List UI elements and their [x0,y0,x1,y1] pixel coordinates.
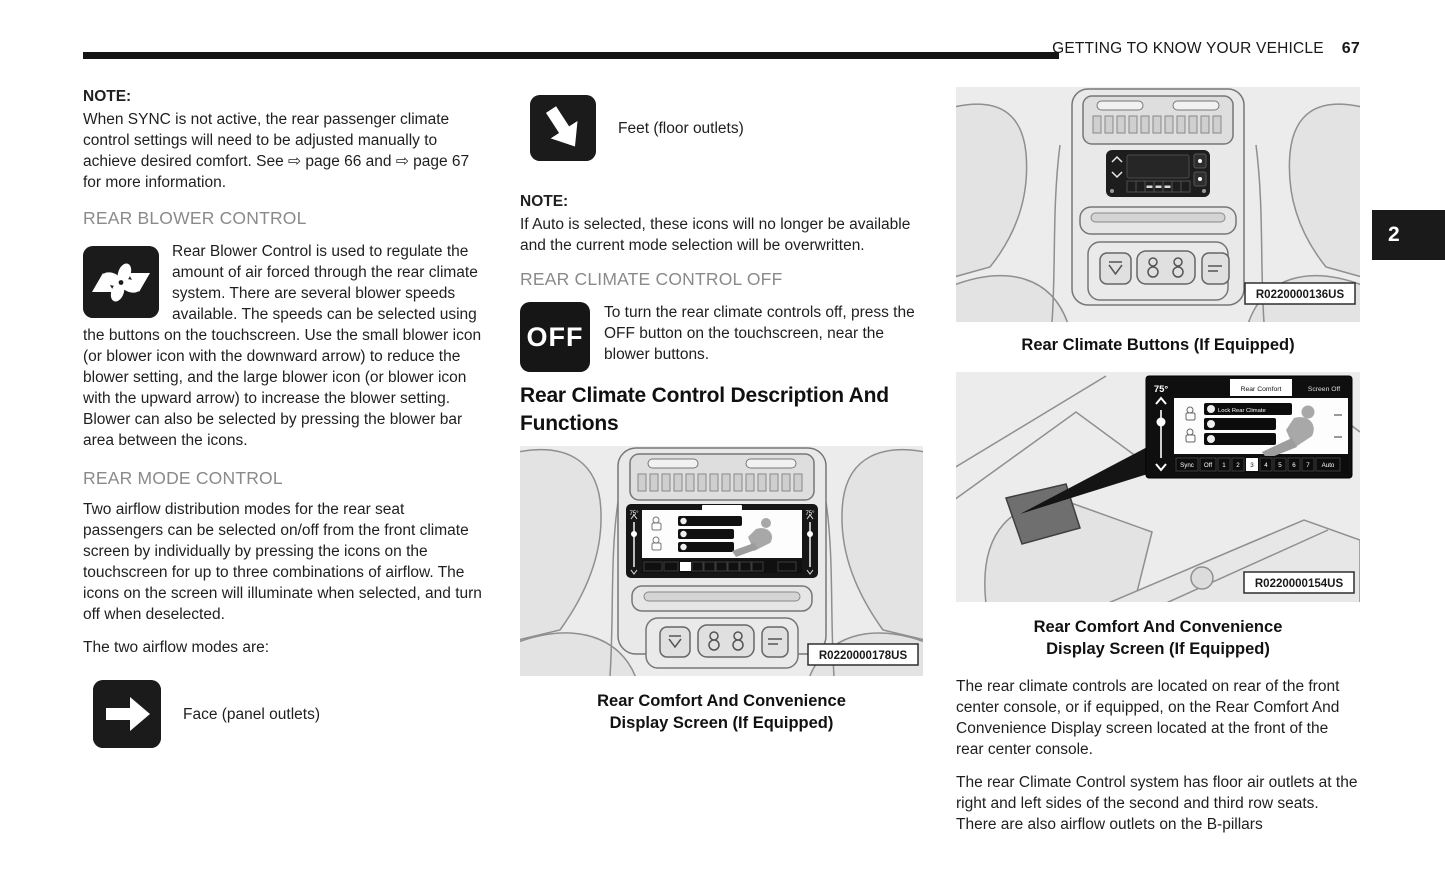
face-mode-row [83,680,486,748]
feet-label: Feet (floor outlets) [618,119,744,137]
svg-text:Auto: Auto [1321,462,1335,469]
note-text: When SYNC is not active, the rear passenger climate control settings will need to be adjusted manually to achieve desired comfort. See ⇨ page 66 and ⇨ page 67 for more information. [83,111,470,191]
figure-watermark [1244,572,1354,593]
svg-text:4: 4 [1264,462,1268,469]
caption-line2: Display Screen (If Equipped) [609,714,834,732]
svg-text:7: 7 [1306,462,1310,469]
panel-button-dashes [1147,186,1171,189]
climate-display [1127,155,1189,178]
lower-panel-buttons [1100,251,1229,284]
inset-touchscreen [1146,376,1352,478]
screen-bottom-bar [642,560,802,573]
section-title-rear-climate-description: Rear Climate Control Description And Functions [520,384,889,435]
console-drawing [618,448,826,668]
screen-off-label: Screen Off [1307,386,1341,393]
svg-text:Off: Off [1203,462,1213,469]
blower-control-icon [83,246,159,318]
note-text: If Auto is selected, these icons will no longer be available and the current mode selection will be overwritten. [520,216,911,254]
caption-line1: Rear Comfort And Convenience [1033,618,1283,636]
face-label: Face (panel outlets) [183,705,320,723]
section-heading-rear-blower-control: REAR BLOWER CONTROL [83,208,307,228]
middle-column [520,95,923,734]
figure-rear-comfort-cabin-drawing [956,372,1360,602]
off-button-icon: OFF [520,302,590,372]
figure-rear-climate-buttons-drawing [956,87,1360,322]
off-row [520,302,923,372]
note-label: NOTE: [83,88,132,105]
vent-slats [1093,116,1221,133]
watermark-text: R0220000178US [818,650,908,662]
figure-rear-comfort-display-drawing [520,446,923,676]
figure-watermark [808,644,918,665]
lock-rear-climate-label: Lock Rear Climate [1218,408,1266,414]
header-rule [83,52,1059,59]
temp-readout: 75° [1153,384,1169,395]
section-heading-rear-mode-control: REAR MODE CONTROL [83,468,283,488]
figure-rear-comfort-display-console [520,446,923,676]
header-title: GETTING TO KNOW YOUR VEHICLE [1052,40,1324,57]
svg-text:6: 6 [1292,462,1296,469]
figure-caption [956,616,1360,660]
svg-text:1: 1 [1222,462,1226,469]
page-header [1052,40,1360,58]
watermark-text: R0220000154US [1254,578,1344,590]
figure-rear-climate-buttons [956,87,1360,322]
figure-rear-comfort-display-cabin [956,372,1360,602]
rear-comfort-tab-label: Rear Comfort [1240,386,1282,393]
svg-text:Sync: Sync [1180,462,1194,469]
blower-text: Rear Blower Control is used to regulate the amount of air forced through the rear climate system. There are several blower speeds available. The speeds can be selected using the buttons on the touchscreen. Use the small blower icon (or blower icon with the downward arrow) to reduce the blower setting, and the large blower icon (or blower icon with the upward arrow) to increase the blower setting. Blower can also be selected by pressing the blower bar area between the icons. [83,243,482,449]
blower-paragraph [83,241,486,451]
modes-intro: The two airflow modes are: [83,639,270,656]
watermark-text: R0220000136US [1255,289,1345,301]
screen-buttons [678,516,742,552]
figure-caption [520,690,923,734]
figure-caption: Rear Climate Buttons (If Equipped) [1021,336,1295,354]
svg-text:3: 3 [1250,462,1254,469]
right-paragraph-1: The rear climate controls are located on rear of the front center console, or if equipped, on the Rear Comfort And Convenience Display screen located at the front of the rear center console. [956,678,1340,758]
note-label: NOTE: [520,193,569,210]
temp-readout: 75° [805,511,815,517]
feet-arrow-icon [530,95,596,161]
console-drawing [1072,89,1244,305]
figure-watermark [1245,283,1355,304]
highlighted-fan-speed-cell [680,562,691,571]
svg-text:5: 5 [1278,462,1282,469]
screen-bottom-bar [1174,456,1348,473]
chapter-tab: 2 [1372,210,1445,260]
left-column [83,80,486,748]
header-page-number: 67 [1341,40,1360,57]
caption-line1: Rear Comfort And Convenience [597,692,846,710]
touchscreen-tab [702,505,742,513]
caption-line2: Display Screen (If Equipped) [1046,640,1270,658]
lower-panel-buttons [660,625,788,657]
mode-text: Two airflow distribution modes for the rear seat passengers can be selected on/off from the front climate screen by individually by pressing the icons on the touchscreen for up to three combinations of airflow. The icons on the screen will illuminate when selected, and turn off when deselected. [83,501,482,623]
face-arrow-icon [93,680,161,748]
off-text: To turn the rear climate controls off, press the OFF button on the touchscreen, near the blower buttons. [604,304,915,363]
right-paragraph-2: The rear Climate Control system has floor air outlets at the right and left sides of the second and third row seats. There are also airflow outlets on the B-pillars [956,774,1358,833]
temp-readout: 75° [629,511,639,517]
right-column [956,87,1360,835]
feet-mode-row [520,95,923,161]
svg-text:2: 2 [1236,462,1240,469]
section-heading-rear-climate-control-off: REAR CLIMATE CONTROL OFF [520,269,783,289]
